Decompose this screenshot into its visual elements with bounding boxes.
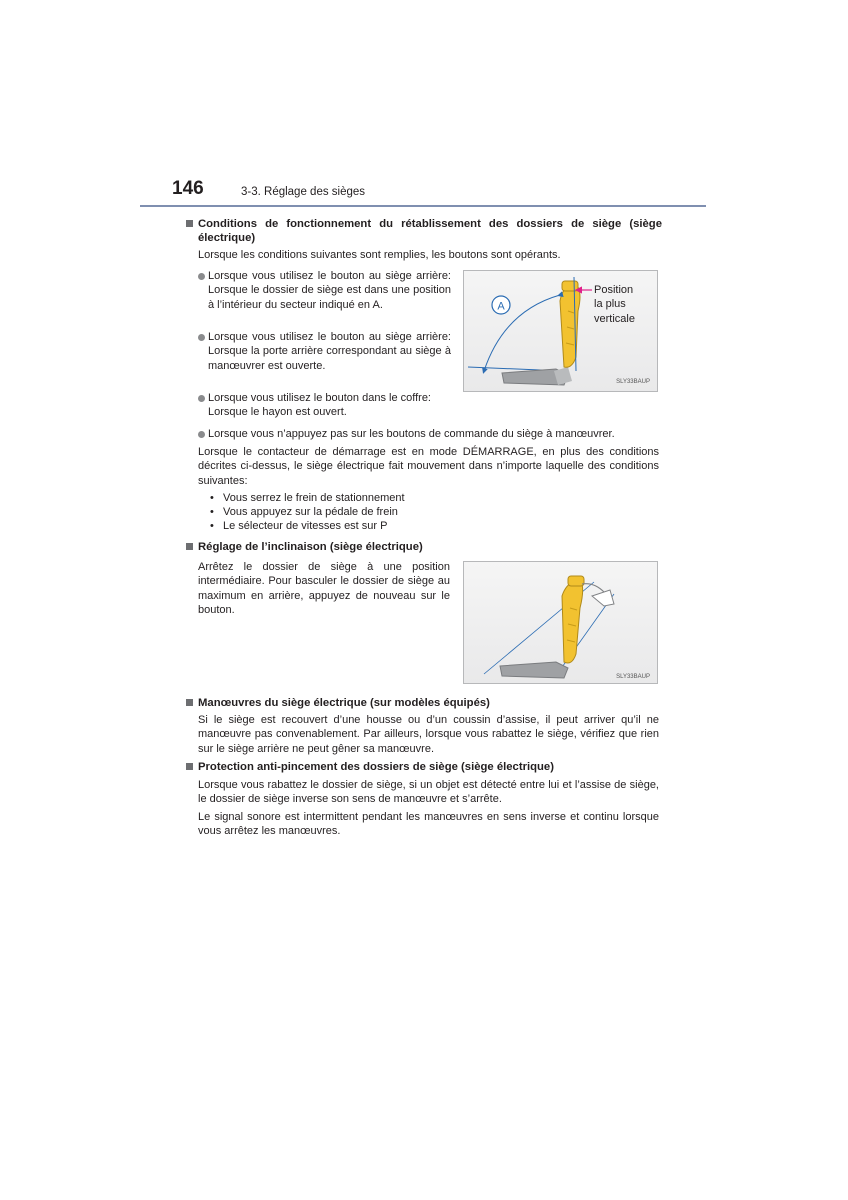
section-title: Manœuvres du siège électrique (sur modèles équipés) (198, 697, 490, 709)
section-text: Arrêtez le dossier de siège à une position intermédiaire. Pour basculer le dossier de siège au maximum en arrière, appuyez de nouveau sur le bouton. (198, 561, 450, 617)
square-bullet-icon (186, 699, 193, 706)
seat-tilt-figure (463, 561, 658, 684)
section-title: Réglage de l’inclinaison (siège électrique) (198, 541, 423, 553)
round-bullet-icon (198, 273, 205, 280)
round-bullet-icon (198, 334, 205, 341)
square-bullet-icon (186, 220, 193, 227)
section-text: Si le siège est recouvert d’une housse ou d’un coussin d’assise, il peut arriver qu’il ne manœuvre pas convenablement. Par ailleurs, lorsque vous rabattez le siège, vérifiez que rien sur le siège arrière ne peut gêner sa manœuvre. (198, 714, 659, 755)
section-title: Protection anti-pincement des dossiers de siège (siège électrique) (198, 761, 554, 773)
figure-code: SLY33BAUP (616, 379, 650, 385)
figure-code: SLY33BAUP (616, 674, 650, 680)
square-bullet-icon (186, 543, 193, 550)
round-bullet-icon (198, 431, 205, 438)
section-intro: Lorsque les conditions suivantes sont remplies, les boutons sont opérants. (198, 249, 561, 261)
seat-recline-figure (463, 270, 658, 392)
chapter-title: 3-3. Réglage des sièges (241, 186, 366, 198)
header-rule (140, 205, 706, 207)
section-text: Lorsque vous rabattez le dossier de siège, si un objet est détecté entre lui et l’assise de siège, le dossier de siège inverse son sens de manœuvre et s’arrête. (198, 779, 659, 806)
page-number: 146 (172, 178, 204, 199)
sector-marker: A (497, 300, 505, 313)
conditions-paragraph: Lorsque le contacteur de démarrage est en mode DÉMARRAGE, en plus des conditions décrites ci-dessus, le siège électrique fait mouvement dans n’importe laquelle des conditions suivantes: (198, 446, 659, 487)
callout-label: Position la plus verticale (594, 284, 635, 325)
section-text: Le signal sonore est intermittent pendant les manœuvres en sens inverse et continu lorsque vous arrêtez les manœuvres. (198, 811, 659, 838)
square-bullet-icon (186, 763, 193, 770)
seat-tilt-illustration (464, 562, 657, 683)
round-bullet-icon (198, 395, 205, 402)
section-title: Conditions de fonctionnement du rétablissement des dossiers de siège (siège électrique) (198, 218, 662, 244)
